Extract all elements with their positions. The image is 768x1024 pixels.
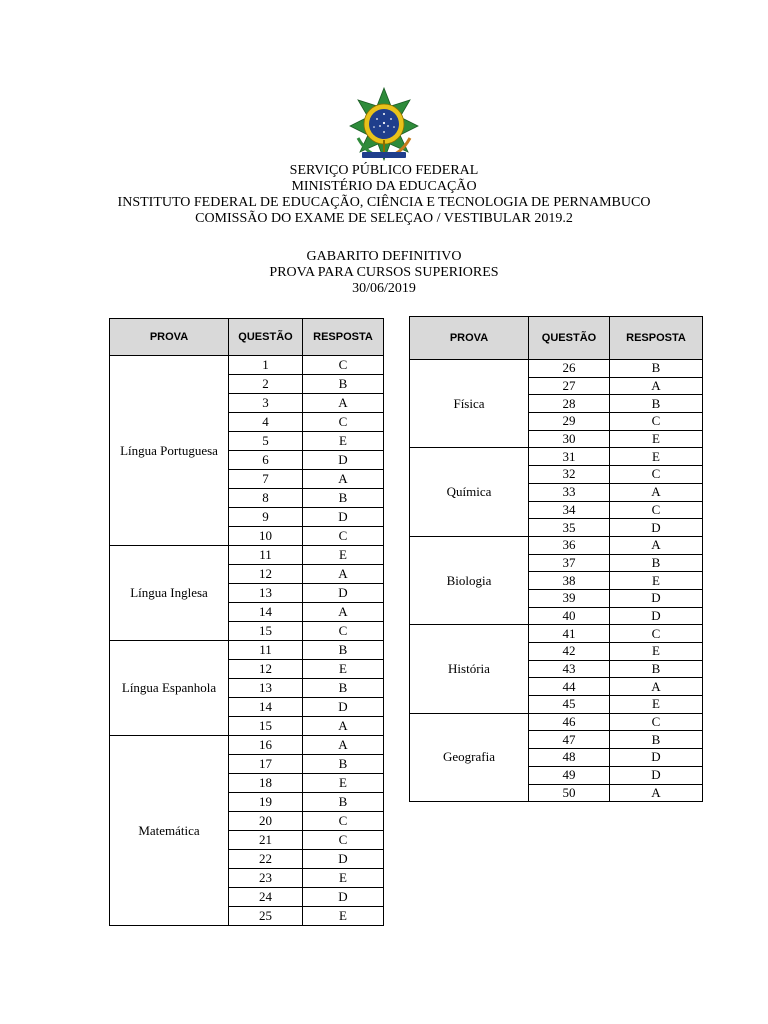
question-number: 13: [229, 584, 303, 603]
answer-letter: C: [610, 625, 703, 643]
question-number: 35: [529, 519, 610, 537]
answer-letter: E: [303, 869, 384, 888]
question-number: 37: [529, 554, 610, 572]
table-row: [110, 641, 384, 660]
answer-letter: D: [610, 749, 703, 767]
answer-letter: C: [610, 713, 703, 731]
subject-cell: [410, 625, 529, 713]
question-number: 44: [529, 678, 610, 696]
question-number: 23: [229, 869, 303, 888]
document-date: 30/06/2019: [352, 281, 416, 296]
question-number: 49: [529, 766, 610, 784]
table-row: [410, 360, 703, 378]
question-number: 25: [229, 907, 303, 926]
answer-letter: E: [303, 546, 384, 565]
question-number: 27: [529, 377, 610, 395]
answer-letter: A: [303, 717, 384, 736]
answer-table-right: [409, 316, 703, 802]
answer-letter: B: [303, 793, 384, 812]
question-number: 6: [229, 451, 303, 470]
answer-letter: B: [303, 489, 384, 508]
answer-letter: E: [610, 696, 703, 714]
question-number: 26: [529, 360, 610, 378]
answer-letter: C: [303, 527, 384, 546]
question-number: 32: [529, 466, 610, 484]
header-line-2: MINISTÉRIO DA EDUCAÇÃO: [291, 179, 477, 194]
table-row: [110, 356, 384, 375]
question-number: 47: [529, 731, 610, 749]
question-number: 9: [229, 508, 303, 527]
answer-letter: E: [303, 907, 384, 926]
answer-letter: A: [303, 470, 384, 489]
answer-letter: E: [610, 430, 703, 448]
answer-letter: A: [303, 603, 384, 622]
answer-letter: B: [610, 731, 703, 749]
subject-name: Língua Inglesa: [130, 585, 208, 600]
subject-name: Biologia: [446, 572, 492, 588]
question-number: 36: [529, 536, 610, 554]
subject-name: Química: [446, 484, 492, 500]
question-number: 34: [529, 501, 610, 519]
answer-letter: D: [610, 766, 703, 784]
answer-letter: C: [610, 466, 703, 484]
table-header-row: [410, 317, 703, 360]
question-number: 2: [229, 375, 303, 394]
answer-letter: D: [303, 850, 384, 869]
answer-letter: D: [303, 451, 384, 470]
answer-letter: E: [303, 774, 384, 793]
answer-table-left: [109, 318, 384, 926]
answer-letter: A: [610, 483, 703, 501]
document-title: GABARITO DEFINITIVO: [306, 249, 462, 264]
question-number: 8: [229, 489, 303, 508]
answer-letter: C: [303, 622, 384, 641]
question-number: 3: [229, 394, 303, 413]
question-number: 4: [229, 413, 303, 432]
answer-letter: D: [610, 589, 703, 607]
question-number: 41: [529, 625, 610, 643]
question-number: 19: [229, 793, 303, 812]
answer-letter: B: [303, 641, 384, 660]
answer-letter: A: [303, 736, 384, 755]
question-number: 21: [229, 831, 303, 850]
table-row: [110, 546, 384, 565]
answer-letter: D: [303, 584, 384, 603]
subject-cell: [110, 641, 229, 736]
question-number: 16: [229, 736, 303, 755]
question-number: 30: [529, 430, 610, 448]
subject-name: Geografia: [443, 749, 495, 765]
subject-name: História: [448, 661, 490, 677]
subject-name: Língua Espanhola: [121, 680, 217, 695]
answer-letter: D: [303, 508, 384, 527]
question-number: 33: [529, 483, 610, 501]
column-header-questao: QUESTÃO: [529, 317, 610, 360]
answer-letter: E: [610, 448, 703, 466]
question-number: 12: [229, 565, 303, 584]
answer-letter: A: [610, 784, 703, 802]
answer-letter: B: [303, 375, 384, 394]
answer-letter: D: [303, 698, 384, 717]
question-number: 42: [529, 643, 610, 661]
answer-letter: C: [610, 413, 703, 431]
question-number: 7: [229, 470, 303, 489]
subject-cell: [410, 360, 529, 448]
question-number: 14: [229, 698, 303, 717]
question-number: 24: [229, 888, 303, 907]
answer-letter: B: [610, 660, 703, 678]
subject-cell: [410, 536, 529, 624]
answer-letter: B: [610, 554, 703, 572]
answer-letter: C: [303, 831, 384, 850]
coat-of-arms-emblem: [344, 86, 424, 162]
table-row: [410, 713, 703, 731]
subject-cell: [110, 736, 229, 926]
answer-letter: B: [303, 679, 384, 698]
answer-letter: E: [610, 643, 703, 661]
answer-letter: A: [610, 536, 703, 554]
column-header-questao: QUESTÃO: [229, 319, 303, 356]
question-number: 11: [229, 546, 303, 565]
question-number: 22: [229, 850, 303, 869]
subject-name: Língua Portuguesa: [120, 442, 218, 458]
answer-letter: B: [610, 395, 703, 413]
answer-letter: B: [610, 360, 703, 378]
subject-name: Matemática: [138, 822, 200, 838]
table-row: [410, 448, 703, 466]
answer-letter: A: [303, 394, 384, 413]
answer-letter: B: [303, 755, 384, 774]
question-number: 15: [229, 717, 303, 736]
column-header-prova: PROVA: [410, 317, 529, 360]
table-row: [410, 536, 703, 554]
answer-letter: C: [610, 501, 703, 519]
answer-letter: D: [303, 888, 384, 907]
subject-cell: [110, 356, 229, 546]
question-number: 15: [229, 622, 303, 641]
answer-letter: A: [610, 377, 703, 395]
question-number: 38: [529, 572, 610, 590]
question-number: 46: [529, 713, 610, 731]
table-row: [110, 736, 384, 755]
column-header-prova: PROVA: [110, 319, 229, 356]
column-header-resposta: RESPOSTA: [303, 319, 384, 356]
column-header-resposta: RESPOSTA: [610, 317, 703, 360]
question-number: 1: [229, 356, 303, 375]
answer-letter: A: [610, 678, 703, 696]
header-line-3: INSTITUTO FEDERAL DE EDUCAÇÃO, CIÊNCIA E TECNOLOGIA DE PERNAMBUCO: [117, 195, 651, 210]
question-number: 45: [529, 696, 610, 714]
table-row: [410, 625, 703, 643]
question-number: 28: [529, 395, 610, 413]
subject-name: Física: [453, 395, 485, 411]
answer-letter: C: [303, 413, 384, 432]
subject-cell: [410, 713, 529, 801]
answer-letter: C: [303, 356, 384, 375]
question-number: 12: [229, 660, 303, 679]
answer-letter: E: [303, 660, 384, 679]
header-line-1: SERVIÇO PÚBLICO FEDERAL: [289, 163, 479, 178]
answer-letter: C: [303, 812, 384, 831]
header-line-4: COMISSÃO DO EXAME DE SELEÇAO / VESTIBULAR 2019.2: [195, 211, 573, 226]
document-subtitle: PROVA PARA CURSOS SUPERIORES: [269, 265, 499, 280]
answer-letter: E: [303, 432, 384, 451]
answer-letter: D: [610, 519, 703, 537]
question-number: 20: [229, 812, 303, 831]
question-number: 29: [529, 413, 610, 431]
question-number: 31: [529, 448, 610, 466]
question-number: 43: [529, 660, 610, 678]
question-number: 50: [529, 784, 610, 802]
question-number: 5: [229, 432, 303, 451]
document-title-block: [0, 249, 768, 297]
question-number: 14: [229, 603, 303, 622]
institution-header: [0, 163, 768, 227]
answer-letter: A: [303, 565, 384, 584]
question-number: 13: [229, 679, 303, 698]
question-number: 10: [229, 527, 303, 546]
question-number: 17: [229, 755, 303, 774]
question-number: 11: [229, 641, 303, 660]
table-header-row: [110, 319, 384, 356]
answer-letter: D: [610, 607, 703, 625]
question-number: 39: [529, 589, 610, 607]
subject-cell: [410, 448, 529, 536]
question-number: 40: [529, 607, 610, 625]
question-number: 18: [229, 774, 303, 793]
answer-letter: E: [610, 572, 703, 590]
question-number: 48: [529, 749, 610, 767]
subject-cell: [110, 546, 229, 641]
